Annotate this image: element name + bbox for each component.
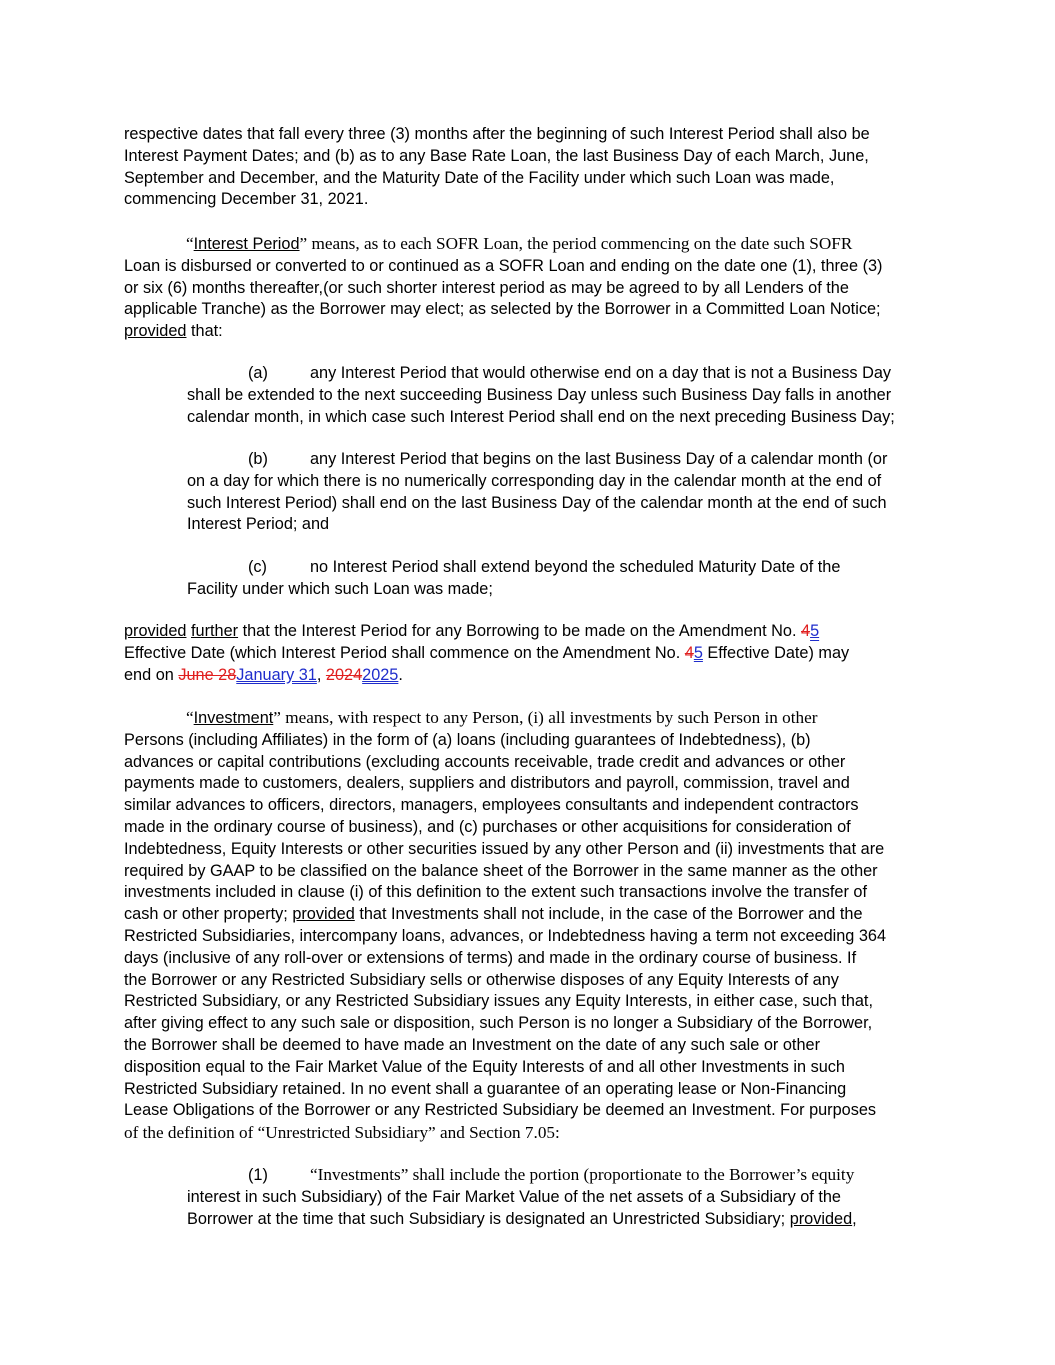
defined-term-investment: Investment bbox=[193, 709, 274, 727]
text-line bbox=[124, 643, 936, 665]
open-quote: “ bbox=[186, 234, 194, 253]
text-fragment: . bbox=[398, 665, 403, 684]
clause-label: (1) bbox=[248, 1166, 268, 1184]
text-fragment: , bbox=[852, 1209, 857, 1228]
further-term: further bbox=[191, 622, 239, 640]
text-line: respective dates that fall every three (3) months after the beginning of such Interest Period shall also be bbox=[124, 125, 870, 143]
text-line: disposition equal to the Fair Market Value of the Equity Interests of and all other Investments in such bbox=[124, 1057, 845, 1076]
definition-lead: ” means, as to each SOFR Loan, the period commencing on the date such SOFR bbox=[299, 234, 853, 253]
text-line bbox=[124, 665, 936, 687]
text-line: investments included in clause (i) of this definition to the extent such transactions involve the transfer of bbox=[124, 883, 867, 902]
text-line: calendar month, in which case such Interest Period shall end on the next preceding Business Day; bbox=[187, 407, 895, 426]
clause-a bbox=[187, 363, 932, 428]
definition-lead: ” means, with respect to any Person, (i) all investments by such Person in other bbox=[273, 708, 818, 727]
text-line: days (inclusive of any roll-over or extensions of terms) and made in the ordinary course of business. If bbox=[124, 948, 857, 967]
text-fragment: that Investments shall not include, in the case of the Borrower and the bbox=[354, 905, 863, 924]
text-line bbox=[124, 904, 936, 926]
clause-c bbox=[187, 557, 932, 601]
text-fragment: that the Interest Period for any Borrowing to be made on the Amendment No. bbox=[238, 622, 801, 640]
inserted-text: 2025 bbox=[362, 665, 399, 684]
deleted-text: 4 bbox=[684, 643, 694, 662]
provided-term: provided bbox=[292, 905, 355, 924]
defined-term-interest-period: Interest Period bbox=[193, 235, 300, 253]
text-line: similar advances to officers, directors, managers, employees consultants and independent contractors bbox=[124, 796, 859, 815]
text-line bbox=[124, 233, 936, 256]
text-line: September and December, and the Maturity Date of the Facility under which such Loan was made, bbox=[124, 168, 835, 187]
text-line bbox=[187, 449, 932, 471]
deleted-text: June 28 bbox=[178, 665, 237, 684]
text-fragment: Effective Date) may bbox=[702, 643, 850, 662]
text-line: Persons (including Affiliates) in the form of (a) loans (including guarantees of Indebtedness), (b) bbox=[124, 730, 811, 749]
text-line: such Interest Period) shall end on the last Business Day of the calendar month at the end of such bbox=[187, 493, 887, 512]
text-line bbox=[187, 363, 932, 385]
inserted-text: 5 bbox=[810, 622, 820, 640]
text-line: payments made to customers, dealers, suppliers and distributors and payroll, commission, travel and bbox=[124, 774, 850, 793]
text-line: of the definition of “Unrestricted Subsidiary” and Section 7.05: bbox=[124, 1123, 560, 1143]
provided-term: provided bbox=[789, 1209, 853, 1228]
text-line bbox=[124, 707, 936, 730]
provided-term: provided bbox=[124, 322, 187, 341]
text-line: on a day for which there is no numerically corresponding day in the calendar month at the end of bbox=[187, 471, 882, 490]
text-line: Facility under which such Loan was made; bbox=[187, 579, 493, 598]
text-line: interest in such Subsidiary) of the Fair Market Value of the net assets of a Subsidiary of the bbox=[187, 1187, 841, 1206]
text-line: Restricted Subsidiary, or any Restricted Subsidiary issues any Equity Interests, in either case, such that, bbox=[124, 992, 873, 1011]
text-line: the Borrower or any Restricted Subsidiary sells or otherwise disposes of any Equity Interests of any bbox=[124, 970, 839, 989]
text-fragment: end on bbox=[124, 665, 179, 684]
text-line bbox=[187, 1164, 932, 1187]
clause-label: (b) bbox=[248, 450, 268, 468]
text-fragment: , bbox=[316, 665, 326, 684]
clause-label: (c) bbox=[248, 558, 267, 576]
text-line: Interest Period; and bbox=[187, 515, 330, 534]
text-line: commencing December 31, 2021. bbox=[124, 190, 369, 209]
clause-b bbox=[187, 449, 932, 536]
text-fragment: any Interest Period that would otherwise end on a day that is not a Business Day bbox=[310, 364, 892, 382]
deleted-text: 2024 bbox=[325, 665, 363, 684]
clause-1 bbox=[187, 1164, 932, 1230]
definition-investment bbox=[124, 707, 936, 1144]
text-line: Restricted Subsidiary retained. In no event shall a guarantee of an operating lease or Non-Financing bbox=[124, 1079, 847, 1098]
clause-label: (a) bbox=[248, 364, 268, 382]
text-line: Restricted Subsidiaries, intercompany loans, advances, or Indebtedness having a term not exceeding 364 bbox=[124, 926, 887, 945]
text-line: Lease Obligations of the Borrower or any Restricted Subsidiary be deemed an Investment. For purposes bbox=[124, 1101, 877, 1120]
proviso-paragraph bbox=[124, 621, 936, 686]
text-fragment: that: bbox=[186, 322, 223, 341]
provided-term: provided bbox=[124, 622, 187, 640]
text-fragment: no Interest Period shall extend beyond the scheduled Maturity Date of the bbox=[310, 558, 841, 576]
text-line: Interest Payment Dates; and (b) as to any Base Rate Loan, the last Business Day of each March, June, bbox=[124, 146, 869, 165]
text-line: the Borrower shall be deemed to have made an Investment on the date of any such sale or other bbox=[124, 1035, 820, 1054]
text-line: shall be extended to the next succeeding Business Day unless such Business Day falls in another bbox=[187, 385, 892, 404]
paragraph-interest-payment-dates bbox=[124, 124, 936, 211]
open-quote: “ bbox=[186, 708, 194, 727]
inserted-text: January 31 bbox=[236, 665, 317, 684]
text-line: or six (6) months thereafter,(or such shorter interest period as may be agreed to by all Lenders of the bbox=[124, 278, 849, 297]
text-fragment: cash or other property; bbox=[124, 905, 293, 924]
text-line: required by GAAP to be classified on the balance sheet of the Borrower in the same manner as the other bbox=[124, 861, 878, 880]
text-line: advances or capital contributions (excluding accounts receivable, trade credit and advances or other bbox=[124, 752, 846, 771]
text-line bbox=[124, 621, 936, 643]
text-fragment: “Investments” shall include the portion (proportionate to the Borrower’s equity bbox=[310, 1165, 855, 1184]
text-line: made in the ordinary course of business), and (c) purchases or other acquisitions for consideration of bbox=[124, 817, 851, 836]
text-line: applicable Tranche) as the Borrower may elect; as selected by the Borrower in a Committed Loan Notice; bbox=[124, 300, 881, 319]
text-line: Indebtedness, Equity Interests or other securities issued by any other Person and (ii) investments that are bbox=[124, 839, 885, 858]
text-line: after giving effect to any such sale or disposition, such Person is no longer a Subsidiary of the Borrower, bbox=[124, 1014, 873, 1033]
deleted-text: 4 bbox=[801, 622, 811, 640]
inserted-text: 5 bbox=[693, 643, 703, 662]
text-line bbox=[187, 557, 932, 579]
text-line bbox=[187, 1209, 932, 1231]
text-fragment: Borrower at the time that such Subsidiary is designated an Unrestricted Subsidiary; bbox=[187, 1209, 790, 1228]
text-fragment: any Interest Period that begins on the last Business Day of a calendar month (or bbox=[310, 450, 888, 468]
text-line bbox=[124, 321, 936, 343]
definition-interest-period bbox=[124, 233, 936, 343]
text-fragment: Effective Date (which Interest Period shall commence on the Amendment No. bbox=[124, 643, 685, 662]
text-line: Loan is disbursed or converted to or continued as a SOFR Loan and ending on the date one (1), three (3) bbox=[124, 256, 883, 275]
